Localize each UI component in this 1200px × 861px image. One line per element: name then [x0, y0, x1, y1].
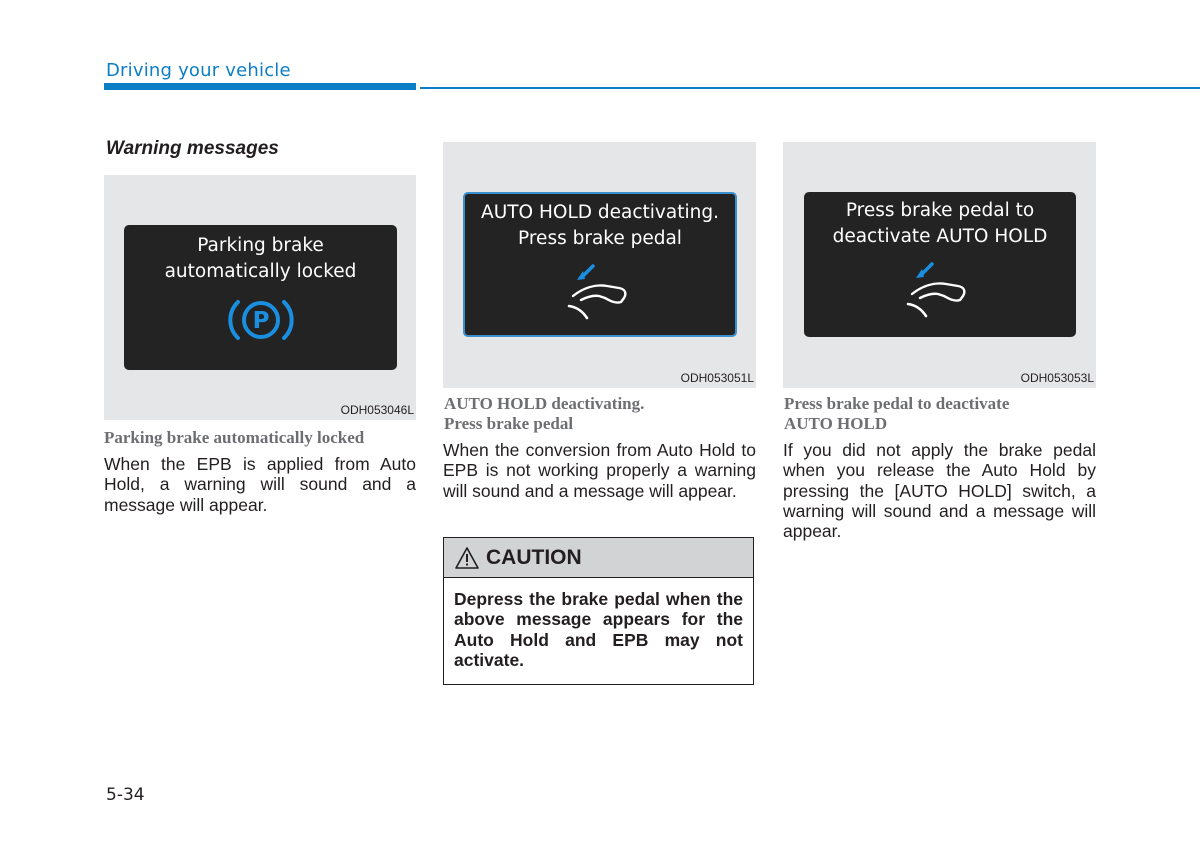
page-number: 5-34	[106, 785, 145, 805]
display-message: Press brake pedal to deactivate AUTO HOLD	[832, 200, 1048, 247]
caution-header	[444, 538, 753, 578]
svg-text:P: P	[252, 308, 270, 334]
caption-auto-hold-deactivating: AUTO HOLD deactivating. Press brake pedal	[444, 394, 645, 433]
caution-title: CAUTION	[486, 545, 582, 569]
cluster-display	[463, 192, 737, 337]
section-heading: Warning messages	[106, 138, 279, 159]
brake-pedal-icon	[906, 258, 976, 320]
body-press-brake-pedal: If you did not apply the brake pedal when you release the Auto Hold by pressing the [AUTO HOLD] switch, a warning will sound and a message will appear.	[783, 440, 1096, 542]
body-auto-hold-deactivating: When the conversion from Auto Hold to EPB is not working properly a warning will sound and a message will appear.	[443, 440, 756, 501]
chapter-title: Driving your vehicle	[106, 60, 291, 81]
parking-brake-icon	[226, 295, 296, 345]
figure-auto-hold-deactivating	[443, 142, 756, 388]
caution-text: Depress the brake pedal when the above message appears for the Auto Hold and EPB may not activate.	[454, 589, 743, 670]
figure-press-brake-pedal	[783, 142, 1096, 388]
caption-press-brake-pedal: Press brake pedal to deactivate AUTO HOLD	[784, 394, 1010, 433]
header-rule-thin	[420, 87, 1200, 89]
caution-box	[443, 537, 754, 685]
brake-pedal-icon	[567, 260, 637, 322]
body-parking-brake: When the EPB is applied from Auto Hold, a warning will sound and a message will appear.	[104, 454, 416, 515]
figure-parking-brake	[104, 175, 416, 420]
display-message: AUTO HOLD deactivating. Press brake pedal	[481, 202, 719, 249]
warning-triangle-icon	[454, 546, 480, 570]
figure-code: ODH053053L	[1020, 371, 1094, 385]
figure-code: ODH053046L	[340, 403, 414, 417]
cluster-display	[804, 192, 1076, 337]
figure-code: ODH053051L	[680, 371, 754, 385]
cluster-display	[124, 225, 397, 370]
header-rule-thick	[104, 83, 416, 90]
display-message: Parking brake automatically locked	[164, 235, 357, 282]
caption-parking-brake: Parking brake automatically locked	[104, 428, 365, 447]
